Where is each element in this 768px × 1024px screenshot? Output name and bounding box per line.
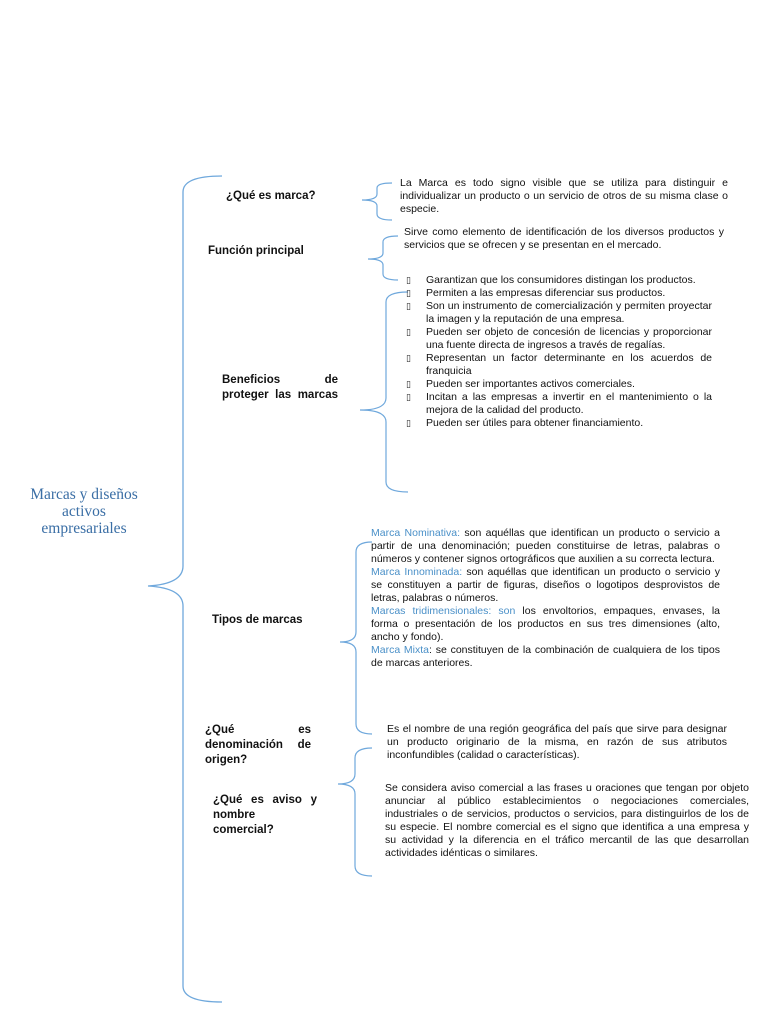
benefit-text: Representan un factor determinante en los acuerdos de franquicia bbox=[426, 352, 712, 377]
bullet-icon: ▯ bbox=[406, 288, 411, 298]
tipo-innominada bbox=[371, 566, 720, 605]
label-denominacion-origen: ¿Qué es denominación de origen? bbox=[205, 724, 311, 766]
tipo-nominativa bbox=[371, 527, 720, 566]
list-item bbox=[404, 274, 712, 287]
brace-funcion bbox=[368, 236, 398, 280]
bullet-icon: ▯ bbox=[406, 379, 411, 389]
tipo-desc: son aquéllas que identifican un producto o servicio a partir de una denominación; pueden constituirse de letras, palabras o números y contener signos ortográficos que auxilien a su correcta lectura. bbox=[371, 527, 720, 565]
benefit-text: Incitan a las empresas a invertir en el mantenimiento o la mejora de la calidad del producto. bbox=[426, 391, 712, 416]
bullet-icon: ▯ bbox=[406, 301, 411, 311]
tipo-desc: : se constituyen de la combinación de cualquiera de los tipos de marcas anteriores. bbox=[371, 644, 720, 669]
tipo-desc: los envoltorios, empaques, envases, la forma o presentación de los productos en sus tres dimensiones (alto, ancho y fondo). bbox=[371, 605, 720, 643]
brace-que-es-marca bbox=[362, 183, 392, 220]
benefit-text: Permiten a las empresas diferenciar sus productos. bbox=[426, 287, 666, 299]
label-tipos-de-marcas: Tipos de marcas bbox=[212, 614, 303, 626]
brace-beneficios bbox=[360, 292, 408, 492]
text-denominacion-origen: Es el nombre de una región geográfica del país que sirve para designar un producto originario de la misma, en razón de sus atributos inconfundibles (calidad o características). bbox=[387, 723, 727, 761]
bullet-icon: ▯ bbox=[406, 353, 411, 363]
tipo-term: Marca Innominada: bbox=[371, 566, 463, 578]
aviso-comercial-text: Se considera aviso comercial a las frases u oraciones que tengan por objeto anunciar al público establecimientos o negociaciones comerciales, industriales o de servicios, productos o servicios, para distinguirlos de los de su especie. bbox=[385, 782, 749, 833]
label-beneficios: Beneficios de proteger las marcas bbox=[222, 374, 338, 401]
tipo-mixta bbox=[371, 644, 720, 670]
label-funcion-principal: Función principal bbox=[208, 245, 304, 257]
list-item bbox=[404, 378, 712, 391]
tipo-term: Marcas tridimensionales: son bbox=[371, 605, 516, 617]
text-funcion-principal: Sirve como elemento de identificación de los diversos productos y servicios que se ofrecen y se presentan en el mercado. bbox=[404, 226, 724, 251]
benefit-text: Pueden ser importantes activos comerciales. bbox=[426, 378, 635, 390]
bullet-icon: ▯ bbox=[406, 275, 411, 285]
list-item bbox=[404, 391, 712, 417]
text-aviso-nombre-comercial bbox=[385, 782, 749, 860]
benefits-list bbox=[404, 274, 712, 430]
benefit-text: Pueden ser útiles para obtener financiamiento. bbox=[426, 417, 644, 429]
benefit-text: Garantizan que los consumidores distingan los productos. bbox=[426, 274, 696, 286]
tipo-desc: son aquéllas que identifican un producto o servicio y se constituyen a partir de figuras, diseños o logotipos desprovistos de letras, palabras o números. bbox=[371, 566, 720, 604]
list-item bbox=[404, 287, 712, 300]
main-brace bbox=[148, 176, 222, 1002]
tipos-list bbox=[371, 527, 720, 670]
nombre-comercial-text: El nombre comercial es el signo que identifica a una empresa y su actividad y la diferencia en el tráfico mercantil de las que desarrollan actividades idénticas o similares. bbox=[385, 821, 749, 859]
list-item bbox=[404, 326, 712, 352]
brace-tipos bbox=[340, 542, 372, 734]
bullet-icon: ▯ bbox=[406, 327, 411, 337]
bullet-icon: ▯ bbox=[406, 418, 411, 428]
benefit-text: Pueden ser objeto de concesión de licencias y proporcionar una fuente directa de ingresos a través de regalías. bbox=[426, 326, 712, 351]
tipo-tridimensional bbox=[371, 605, 720, 644]
label-aviso-nombre-comercial: ¿Qué es aviso y nombre comercial? bbox=[213, 794, 317, 836]
label-que-es-marca: ¿Qué es marca? bbox=[226, 190, 316, 202]
tipo-term: Marca Nominativa: bbox=[371, 527, 460, 539]
benefit-text: Son un instrumento de comercialización y permiten proyectar la imagen y la reputación de una empresa. bbox=[426, 300, 712, 325]
list-item bbox=[404, 352, 712, 378]
list-item bbox=[404, 417, 712, 430]
brace-aviso bbox=[338, 748, 372, 876]
main-title: Marcas y diseños activos empresariales bbox=[30, 486, 138, 537]
bullet-icon: ▯ bbox=[406, 392, 411, 402]
list-item bbox=[404, 300, 712, 326]
tipo-term: Marca Mixta bbox=[371, 644, 430, 656]
text-que-es-marca: La Marca es todo signo visible que se utiliza para distinguir e individualizar un producto o un servicio de otros de su misma clase o especie. bbox=[400, 177, 728, 215]
